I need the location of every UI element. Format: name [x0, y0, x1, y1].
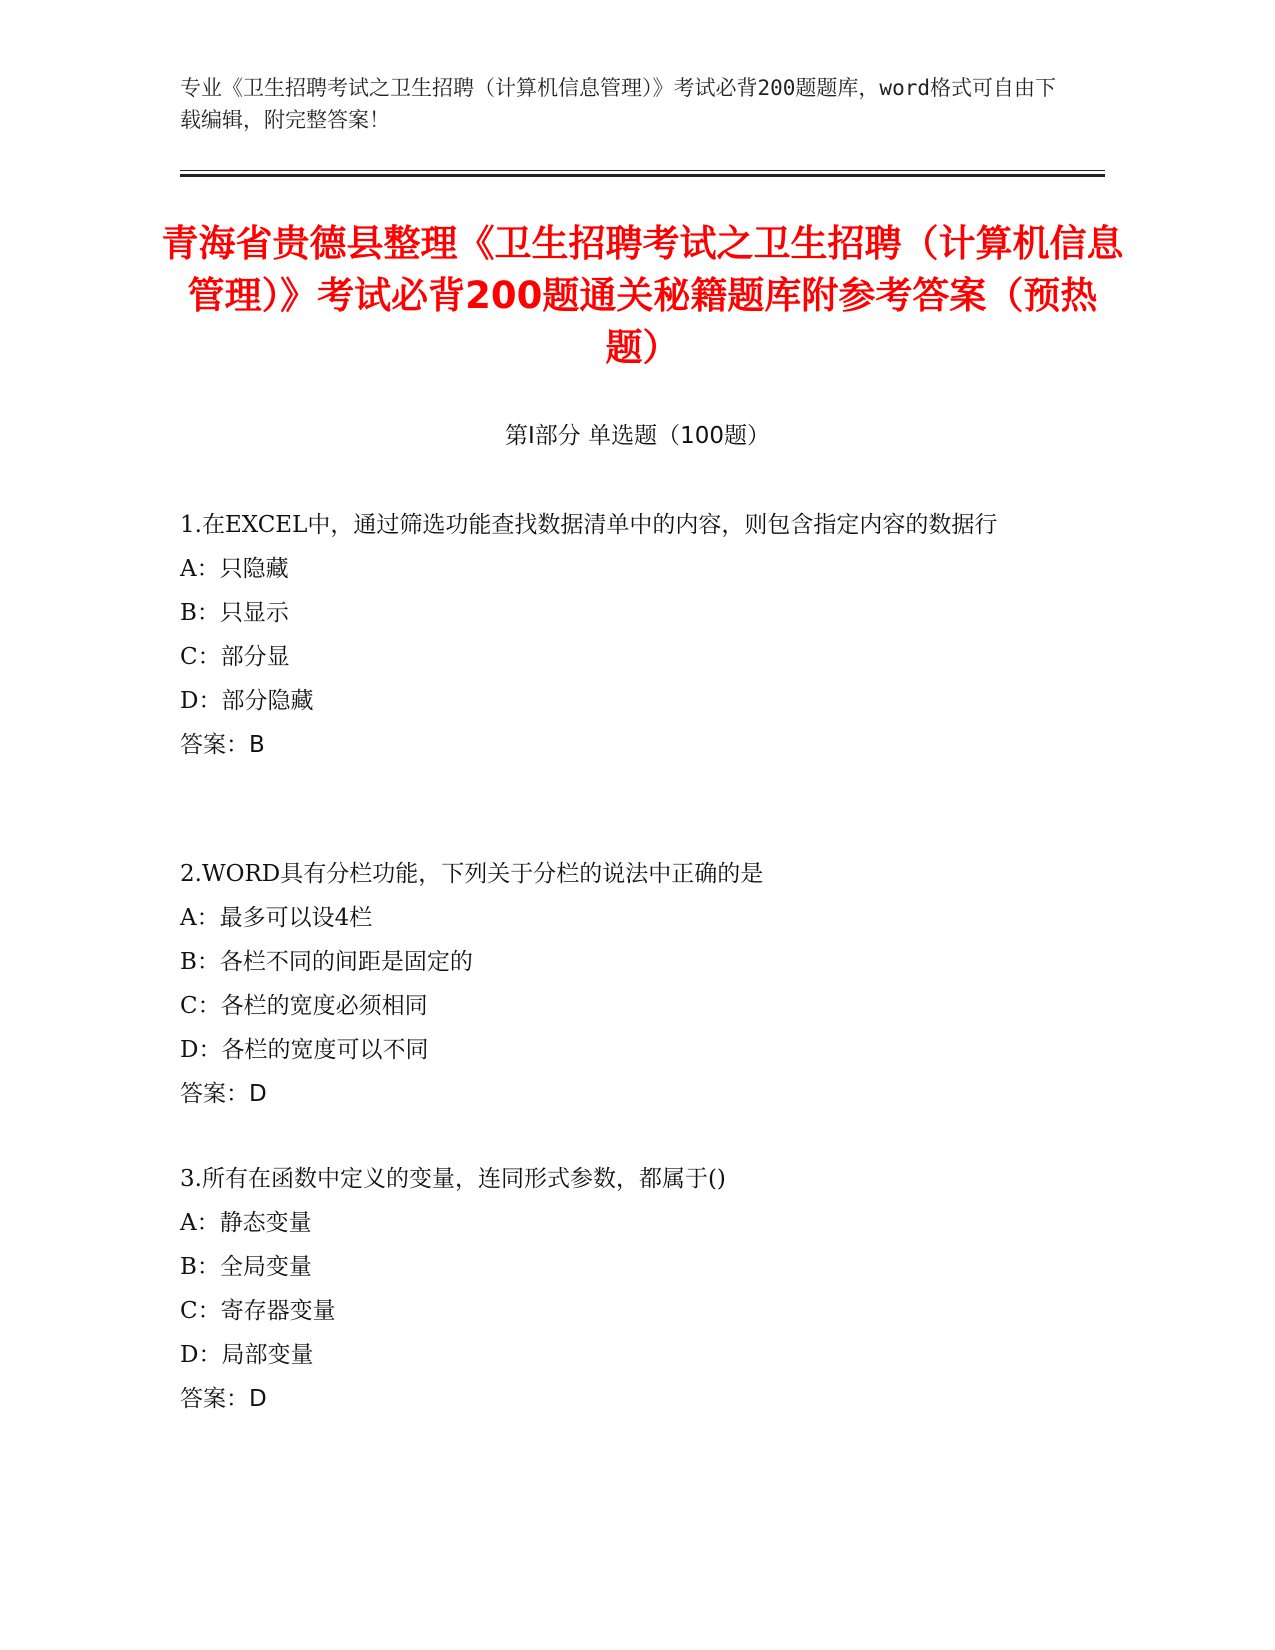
- answer: 答案：D: [180, 1081, 267, 1107]
- document-title: 青海省贵德县整理《卫生招聘考试之卫生招聘（计算机信息管理）》考试必背200题通关秘籍题库附参考答案（预热题）: [161, 222, 1124, 369]
- header-divider-thick: [180, 174, 1105, 177]
- section-title: 第Ⅰ部分 单选题（100题）: [505, 423, 770, 449]
- option-b: B：只显示: [180, 600, 289, 626]
- header-note: 专业《卫生招聘考试之卫生招聘（计算机信息管理）》考试必背200题题库，word格式可自由下载编辑，附完整答案！: [180, 76, 1056, 132]
- option-c: C：各栏的宽度必须相同: [180, 993, 428, 1019]
- answer: 答案：D: [180, 1386, 267, 1412]
- question-2: [180, 852, 1060, 1116]
- option-a: A：静态变量: [180, 1210, 312, 1236]
- header-divider-thin: [180, 170, 1105, 171]
- option-c: C：寄存器变量: [180, 1298, 336, 1324]
- question-3: [180, 1157, 1060, 1421]
- question-1: [180, 503, 1060, 767]
- answer: 答案：B: [180, 732, 265, 758]
- option-b: B：全局变量: [180, 1254, 312, 1280]
- question-stem: 1.在EXCEL中，通过筛选功能查找数据清单中的内容，则包含指定内容的数据行: [180, 512, 998, 538]
- option-d: D：各栏的宽度可以不同: [180, 1037, 429, 1063]
- option-c: C：部分显: [180, 644, 290, 670]
- question-stem: 2.WORD具有分栏功能，下列关于分栏的说法中正确的是: [180, 861, 764, 887]
- question-stem: 3.所有在函数中定义的变量，连同形式参数，都属于(): [180, 1166, 726, 1192]
- option-d: D：部分隐藏: [180, 688, 314, 714]
- option-d: D：局部变量: [180, 1342, 314, 1368]
- option-b: B：各栏不同的间距是固定的: [180, 949, 473, 975]
- option-a: A：最多可以设4栏: [180, 905, 373, 931]
- option-a: A：只隐藏: [180, 556, 289, 582]
